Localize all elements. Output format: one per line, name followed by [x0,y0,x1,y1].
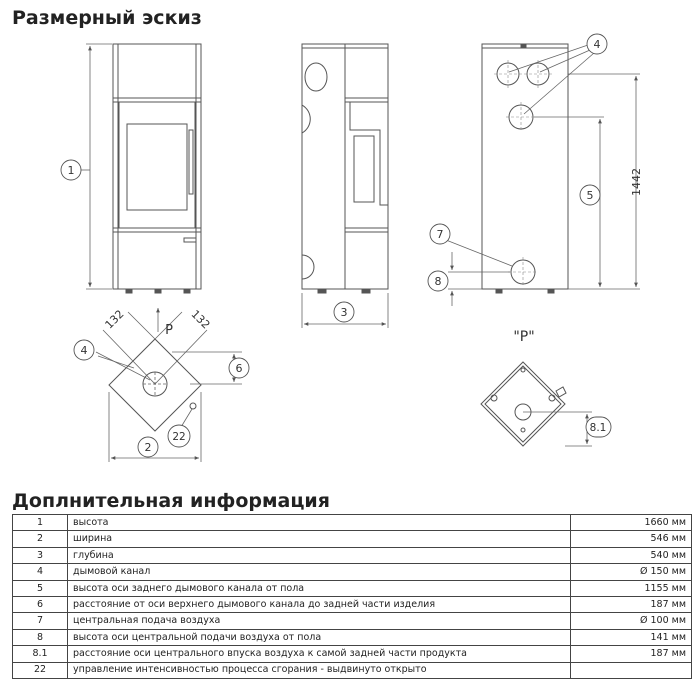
row-number: 1 [13,515,68,531]
row-value: 141 мм [571,629,692,645]
table-row [13,596,692,612]
side-view [302,44,388,293]
front-view [113,44,201,293]
row-description: расстояние оси центрального впуска воздуха к самой задней части продукта [68,646,571,662]
row-number: 5 [13,580,68,596]
row-description: высота [68,515,571,531]
callout-2-label: 2 [144,441,152,454]
dim-1442-label: 1442 [630,168,643,196]
row-value: 546 мм [571,531,692,547]
row-number: 2 [13,531,68,547]
row-number: 6 [13,596,68,612]
back-view-crosshairs [494,60,552,287]
row-value: 187 мм [571,596,692,612]
callout-1-label: 1 [67,164,75,177]
table-row [13,580,692,596]
table-row [13,662,692,678]
callout-6-label: 6 [235,362,243,375]
dim-132-left-label: 132 [102,307,127,332]
row-description: центральная подача воздуха [68,613,571,629]
row-number: 3 [13,547,68,563]
callout-5-label: 5 [586,189,594,202]
table-row [13,564,692,580]
height-dimension [80,44,112,289]
row-number: 7 [13,613,68,629]
callout-8-1-label: 8.1 [589,422,607,434]
detail-p-dimension [523,412,592,446]
row-value: 187 мм [571,646,692,662]
row-description: управление интенсивностью процесса сгорания - выдвинуто открыто [68,662,571,678]
table-row [13,531,692,547]
row-value [571,662,692,678]
callout-4-back-label: 4 [593,38,601,51]
row-value: Ø 150 мм [571,564,692,580]
row-value: 540 мм [571,547,692,563]
table-row [13,515,692,531]
view-p-arrow-label: P [165,323,173,338]
info-title: Доплнительная информация [12,490,330,512]
table-row [13,547,692,563]
view-p-detail-label: "P" [513,329,535,345]
row-description: ширина [68,531,571,547]
callout-8-label: 8 [434,275,442,288]
row-number: 8 [13,629,68,645]
table-row [13,629,692,645]
row-value: 1660 мм [571,515,692,531]
row-number: 8.1 [13,646,68,662]
row-number: 22 [13,662,68,678]
callout-4-top-label: 4 [80,344,88,357]
row-description: расстояние от оси верхнего дымового канала до задней части изделия [68,596,571,612]
detail-p-view [481,362,566,446]
table-row [13,613,692,629]
row-value: 1155 мм [571,580,692,596]
callout-3-label: 3 [340,306,348,319]
page-title: Размерный эскиз [12,7,202,29]
table-row [13,646,692,662]
row-value: Ø 100 мм [571,613,692,629]
callout-7-label: 7 [436,228,444,241]
row-description: дымовой канал [68,564,571,580]
row-description: высота оси заднего дымового канала от пола [68,580,571,596]
row-description: высота оси центральной подачи воздуха от пола [68,629,571,645]
back-view [482,44,568,293]
row-number: 4 [13,564,68,580]
info-table [12,514,692,679]
callout-22-label: 22 [172,431,186,443]
dim-132-right-label: 132 [188,307,213,332]
row-description: глубина [68,547,571,563]
